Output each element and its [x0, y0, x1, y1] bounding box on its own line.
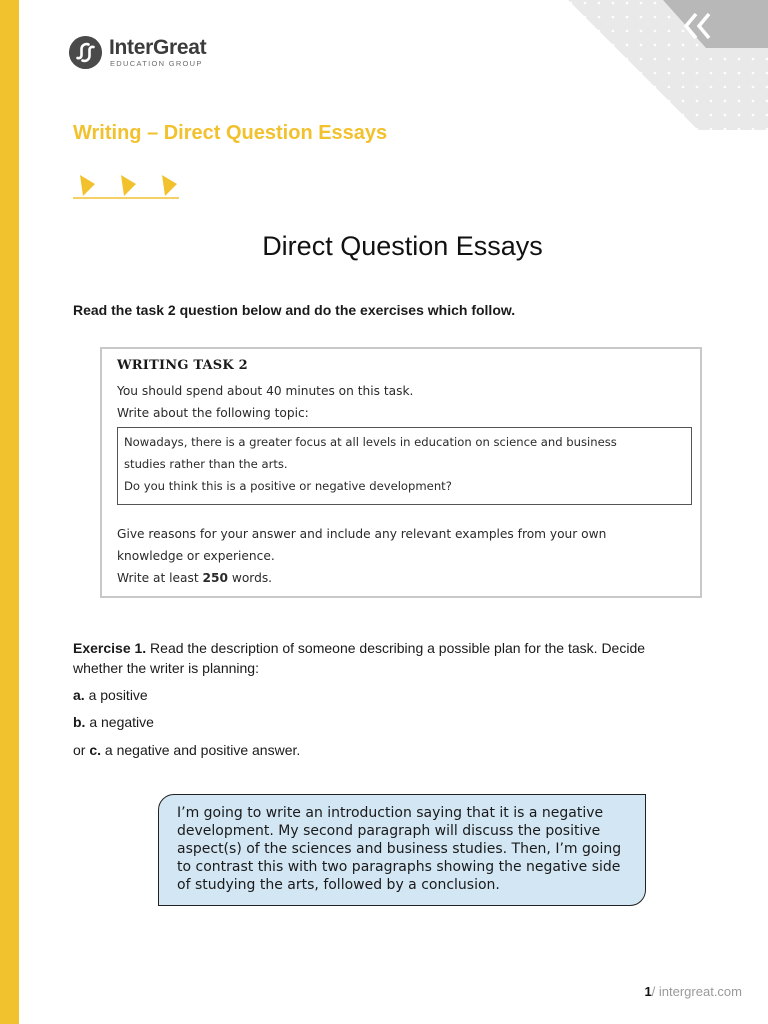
- speech-bubble: [158, 794, 646, 906]
- document-title: Direct Question Essays: [262, 231, 543, 261]
- triangle-arrow-icon: [121, 175, 136, 196]
- option-b: [73, 712, 154, 732]
- option-letter: a.: [73, 687, 85, 703]
- exercise1-text: Read the description of someone describing a possible plan for the task. Decide: [146, 640, 646, 656]
- option-letter: c.: [89, 742, 102, 758]
- brand-tagline: EDUCATION GROUP: [110, 59, 203, 68]
- task-reasons-line: Give reasons for your answer and include any relevant examples from your own: [117, 527, 607, 541]
- accent-side-bar: [0, 0, 19, 1024]
- task-instruction: Write about the following topic:: [117, 406, 309, 420]
- option-text: a positive: [84, 687, 148, 703]
- brand-name: InterGreat: [109, 36, 207, 59]
- topic-line: Nowadays, there is a greater focus at all levels in education on science and business: [124, 435, 617, 449]
- task-time-note: You should spend about 40 minutes on this task.: [117, 384, 414, 398]
- writing-task-box: [100, 347, 702, 598]
- triangle-arrow-icon: [80, 175, 95, 196]
- speech-bubble-text: I’m going to write an introduction saying that it is a negative development. My second paragraph will discuss the positive aspect(s) of the sciences and business studies. Then, I’m going to contrast this with two paragraphs showing the negative side of studying the arts, followed by a conclusion.: [177, 805, 622, 893]
- footer-site: / intergreat.com: [651, 984, 742, 999]
- triangle-arrow-icon: [162, 175, 177, 196]
- topic-question: Do you think this is a positive or negative development?: [124, 479, 452, 493]
- word-count-value: 250: [202, 571, 228, 585]
- page-number: 1: [644, 984, 652, 999]
- option-text: a negative and positive answer.: [101, 742, 301, 758]
- option-text: a negative: [85, 714, 154, 730]
- corner-decoration: [568, 0, 768, 130]
- page-footer: [644, 984, 742, 999]
- option-a: [73, 685, 148, 705]
- task-reasons-line: knowledge or experience.: [117, 549, 275, 563]
- brand-logo: [69, 36, 229, 70]
- topic-line: studies rather than the arts.: [124, 457, 288, 471]
- intro-instruction: Read the task 2 question below and do the exercises which follow.: [73, 302, 516, 318]
- section-title: Writing – Direct Question Essays: [73, 122, 388, 144]
- exercise1-instruction: [73, 638, 645, 678]
- option-prefix: or: [73, 742, 90, 758]
- word-count-prefix: Write at least: [117, 571, 203, 585]
- exercise1-label: Exercise 1.: [73, 640, 147, 656]
- decorative-arrows: [73, 172, 179, 200]
- task-heading: WRITING TASK 2: [117, 358, 248, 373]
- word-count-suffix: words.: [227, 571, 273, 585]
- logo-mark-icon: [69, 36, 102, 69]
- task-word-count: [117, 569, 272, 587]
- option-letter: b.: [73, 714, 86, 730]
- topic-box: [117, 427, 692, 505]
- option-c: [73, 740, 300, 760]
- exercise1-text-cont: whether the writer is planning:: [73, 660, 259, 676]
